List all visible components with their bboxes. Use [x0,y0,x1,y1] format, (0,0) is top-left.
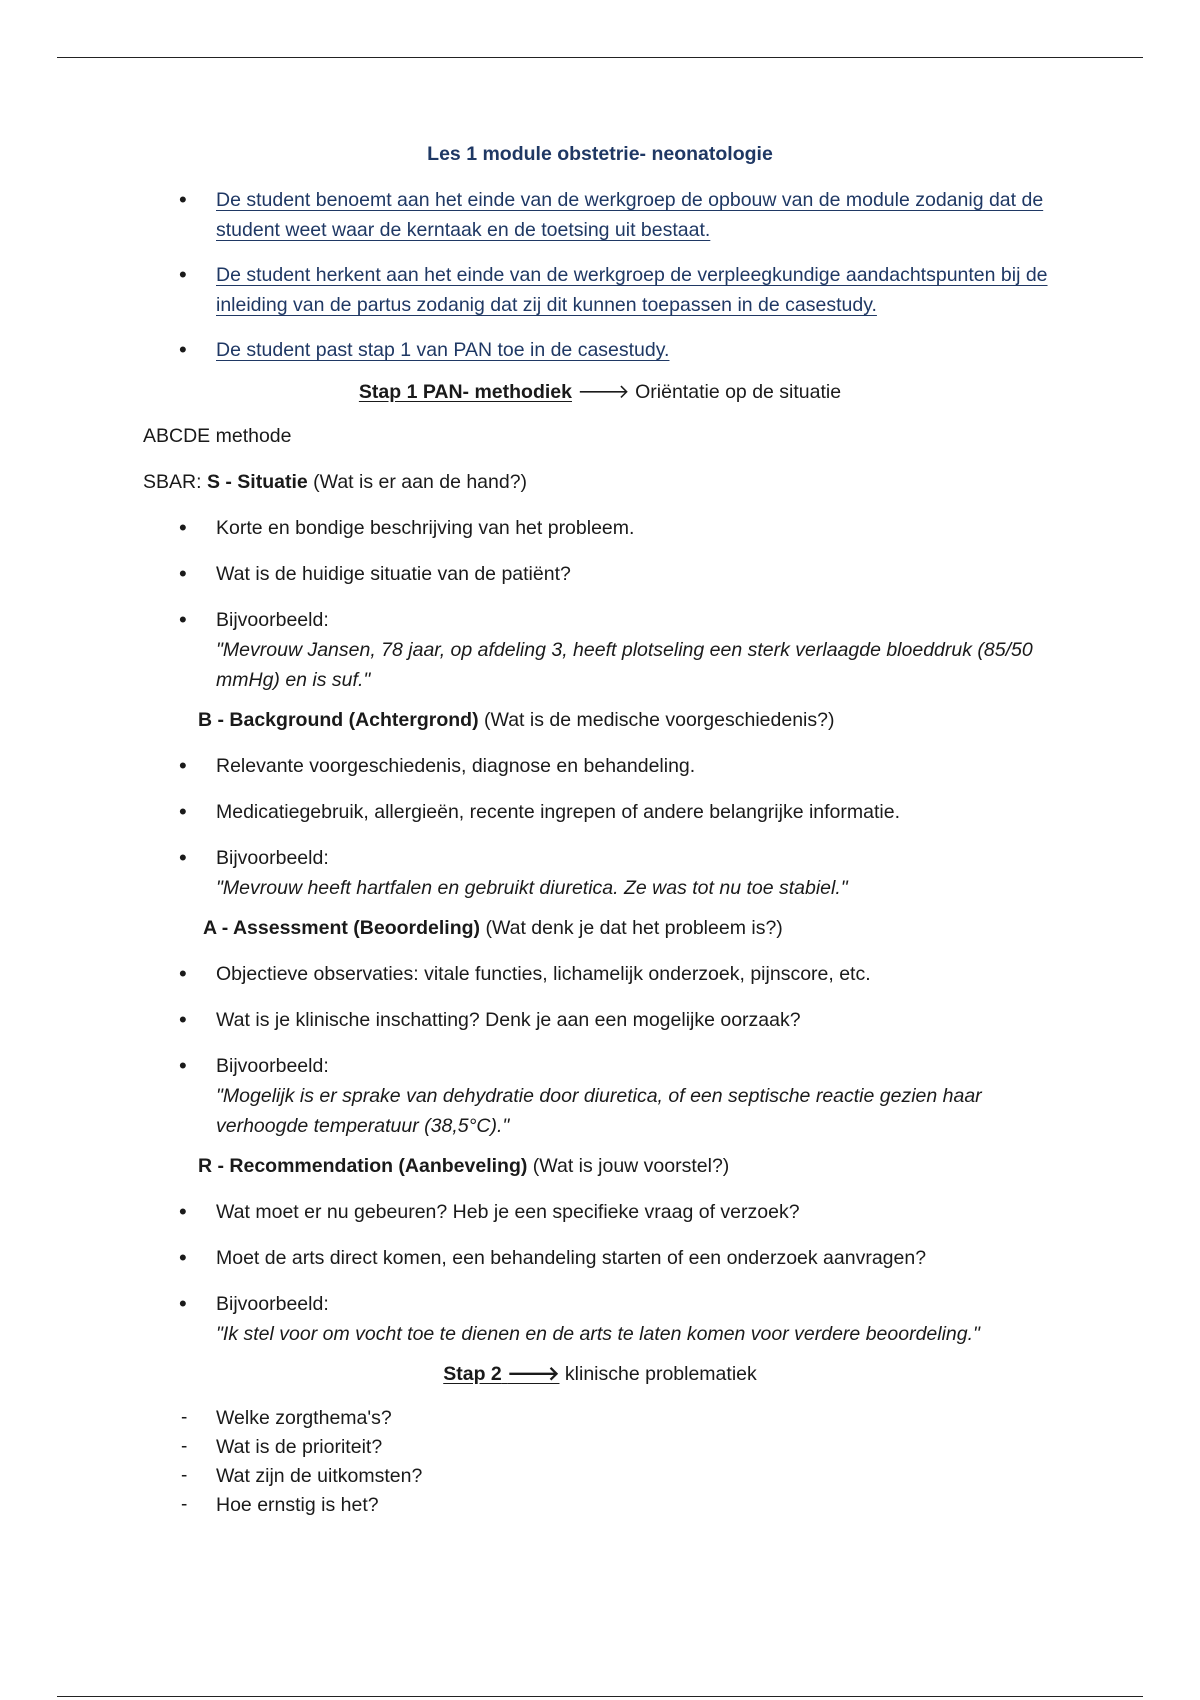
recommendation-list [0,1197,1200,1349]
list-item: • Objectieve observaties: vitale functies, lichamelijk onderzoek, pijnscore, etc. [0,959,1200,989]
learning-goal: • De student past stap 1 van PAN toe in de casestudy. [0,335,1200,365]
list-item: - Wat is de prioriteit? [0,1432,1200,1462]
list-item: - Welke zorgthema's? [0,1403,1200,1433]
sbar-recommendation-heading: R - Recommendation (Aanbeveling) (Wat is jouw voorstel?) [198,1155,730,1177]
list-item: - Wat zijn de uitkomsten? [0,1461,1200,1491]
list-item: • Wat is de huidige situatie van de patiënt? [0,559,1200,589]
example-item: • Bijvoorbeeld: "Mogelijk is er sprake van dehydratie door diuretica, of een septische reactie gezien haar verhoogde temperatuur (38,5°C)." [0,1051,1200,1141]
step2-heading [0,1359,1200,1389]
abcde-method: ABCDE methode [143,425,292,447]
example-quote: "Mogelijk is er sprake van dehydratie door diuretica, of een septische reactie gezien haar verhoogde temperatuur (38,5°C)." [216,1085,982,1137]
sbar-background-heading: B - Background (Achtergrond) (Wat is de medische voorgeschiedenis?) [198,709,835,731]
example-quote: "Ik stel voor om vocht toe te dienen en de arts te laten komen voor verdere beoordeling." [216,1323,980,1345]
header-rule [57,57,1143,58]
example-item: • Bijvoorbeeld: "Mevrouw Jansen, 78 jaar, op afdeling 3, heeft plotseling een sterk verlaagde bloeddruk (85/50 mmHg) en is suf." [0,605,1200,695]
learning-goal: • De student benoemt aan het einde van de werkgroep de opbouw van de module zodanig dat de student weet waar de kerntaak en de toetsing uit bestaat. [0,185,1200,245]
document-title: Les 1 module obstetrie- neonatologie [427,143,773,165]
footer-rule [57,1696,1143,1697]
list-item: • Wat is je klinische inschatting? Denk je aan een mogelijke oorzaak? [0,1005,1200,1035]
list-item: - Hoe ernstig is het? [0,1490,1200,1520]
list-item: • Korte en bondige beschrijving van het probleem. [0,513,1200,543]
arrow-icon: 🡒 [577,381,630,403]
sbar-situation-heading: SBAR: S - Situatie (Wat is er aan de hand?) [143,471,528,493]
learning-goal: • De student herkent aan het einde van de werkgroep de verpleegkundige aandachtspunten bij de inleiding van de partus zodanig dat zij dit kunnen toepassen in de casestudy. [0,260,1200,320]
background-list [0,751,1200,903]
situation-list [0,513,1200,695]
sbar-assessment-heading: A - Assessment (Beoordeling) (Wat denk je dat het probleem is?) [203,917,783,939]
example-item: • Bijvoorbeeld: "Mevrouw heeft hartfalen en gebruikt diuretica. Ze was tot nu toe stabiel." [0,843,1200,903]
step2-text: klinische problematiek [564,1363,757,1385]
assessment-list [0,959,1200,1141]
example-quote: "Mevrouw heeft hartfalen en gebruikt diuretica. Ze was tot nu toe stabiel." [216,877,848,899]
step1-heading [0,377,1200,407]
list-item: • Wat moet er nu gebeuren? Heb je een specifieke vraag of verzoek? [0,1197,1200,1227]
example-quote: "Mevrouw Jansen, 78 jaar, op afdeling 3, heeft plotseling een sterk verlaagde bloeddruk (85/50 mmHg) en is suf." [216,639,1033,691]
step1-text: Oriëntatie op de situatie [635,381,842,403]
step1-label: Stap 1 PAN- methodiek [358,381,572,403]
step2-label: Stap 2 🡒 [443,1363,560,1385]
document-body [0,139,1200,1519]
arrow-icon: 🡒 [507,1363,560,1385]
list-item: • Medicatiegebruik, allergieën, recente ingrepen of andere belangrijke informatie. [0,797,1200,827]
list-item: • Moet de arts direct komen, een behandeling starten of een onderzoek aanvragen? [0,1243,1200,1273]
learning-goals-list [0,185,1200,365]
step2-list [0,1403,1200,1520]
example-item: • Bijvoorbeeld: "Ik stel voor om vocht toe te dienen en de arts te laten komen voor verdere beoordeling." [0,1289,1200,1349]
list-item: • Relevante voorgeschiedenis, diagnose en behandeling. [0,751,1200,781]
